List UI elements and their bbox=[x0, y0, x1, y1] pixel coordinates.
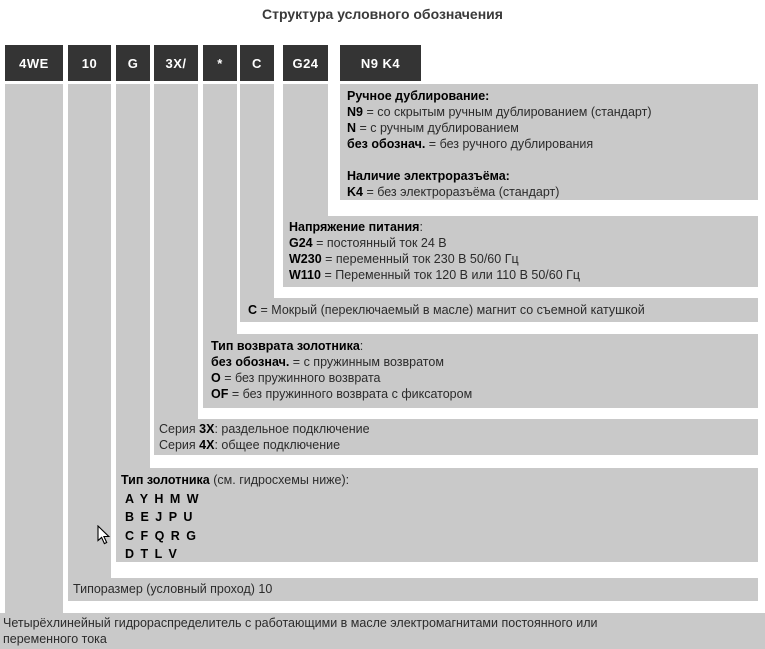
connector-column-c bbox=[240, 84, 274, 298]
mouse-cursor-icon bbox=[97, 525, 111, 546]
connector-column-3x bbox=[154, 84, 198, 419]
description-valve-type: Четырёхлинейный гидрораспределитель с работающими в масле электромагнитами постоянного или переменного тока bbox=[0, 613, 765, 649]
connector-column-4we bbox=[5, 84, 63, 613]
description-size: Типоразмер (условный проход) 10 bbox=[68, 578, 758, 601]
code-box-g: G bbox=[116, 45, 150, 81]
connector-column-star bbox=[203, 84, 237, 334]
description-wet-solenoid: C = Мокрый (переключаемый в масле) магнит со съемной катушкой bbox=[240, 298, 758, 322]
description-series: Серия 3X: раздельное подключение Серия 4X: общее подключение bbox=[154, 419, 758, 455]
code-box-g24: G24 bbox=[283, 45, 328, 81]
description-manual-override: Ручное дублирование: N9 = со скрытым ручным дублированием (стандарт) N = с ручным дублированием без обознач. = без ручного дублирования Наличие электроразъёма: K4 = без электроразъёма (стандарт) bbox=[340, 84, 758, 200]
connector-column-g24 bbox=[283, 84, 328, 216]
code-box-3x: 3X/ bbox=[154, 45, 198, 81]
code-box-10: 10 bbox=[68, 45, 111, 81]
code-box-n9k4: N9 K4 bbox=[340, 45, 421, 81]
description-supply-voltage: Напряжение питания: G24 = постоянный ток 24 В W230 = переменный ток 230 В 50/60 Гц W110 = Переменный ток 120 В или 110 В 50/60 Гц bbox=[283, 216, 758, 287]
description-spool-return: Тип возврата золотника: без обознач. = с пружинным возвратом O = без пружинного возврата OF = без пружинного возврата с фиксатором bbox=[203, 334, 758, 408]
page-title: Структура условного обозначения bbox=[262, 6, 503, 22]
description-spool-type: Тип золотника (см. гидросхемы ниже): A Y H M W B E J P U C F Q R G D T L V bbox=[116, 468, 758, 562]
code-box-4we: 4WE bbox=[5, 45, 63, 81]
connector-column-g bbox=[116, 84, 150, 468]
connector-column-10 bbox=[68, 84, 111, 578]
code-box-c: C bbox=[240, 45, 274, 81]
code-box-star: * bbox=[203, 45, 237, 81]
